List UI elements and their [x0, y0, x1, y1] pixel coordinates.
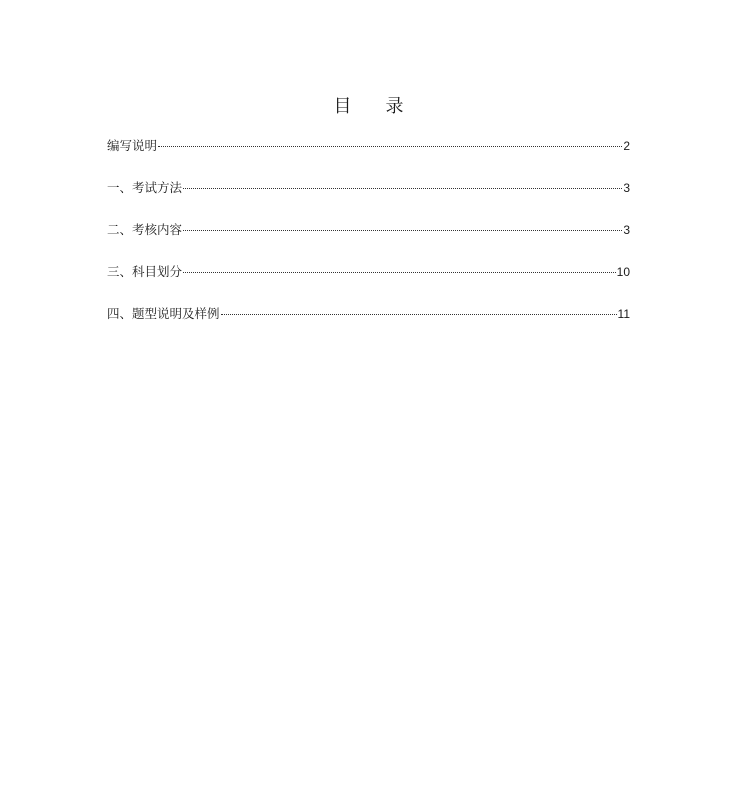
dot-leader — [183, 230, 622, 231]
toc-entry-label: 四、题型说明及样例 — [107, 306, 220, 321]
toc-entry-label: 二、考核内容 — [107, 222, 183, 237]
dot-leader — [183, 272, 616, 273]
toc-entry-page: 11 — [617, 307, 630, 321]
toc-entry-subject-division[interactable] — [107, 263, 630, 305]
toc-entry-exam-method[interactable] — [107, 179, 630, 221]
toc-entry-page: 10 — [616, 265, 630, 279]
toc-entry-label: 编写说明 — [107, 138, 158, 153]
toc-entry-label: 三、科目划分 — [107, 264, 183, 279]
table-of-contents — [107, 137, 630, 347]
toc-entry-writing-notes[interactable] — [107, 137, 630, 179]
toc-entry-page: 2 — [623, 139, 630, 153]
toc-entry-question-types[interactable] — [107, 305, 630, 347]
dot-leader — [221, 314, 617, 315]
title-char-right: 录 — [385, 96, 404, 117]
title-char-left: 目 — [333, 96, 352, 117]
toc-entry-assessment-content[interactable] — [107, 221, 630, 263]
dot-leader — [183, 188, 622, 189]
toc-entry-page: 3 — [623, 181, 630, 195]
dot-leader — [158, 146, 622, 147]
page-title — [0, 92, 737, 118]
toc-entry-label: 一、考试方法 — [107, 180, 183, 195]
toc-entry-page: 3 — [623, 223, 630, 237]
